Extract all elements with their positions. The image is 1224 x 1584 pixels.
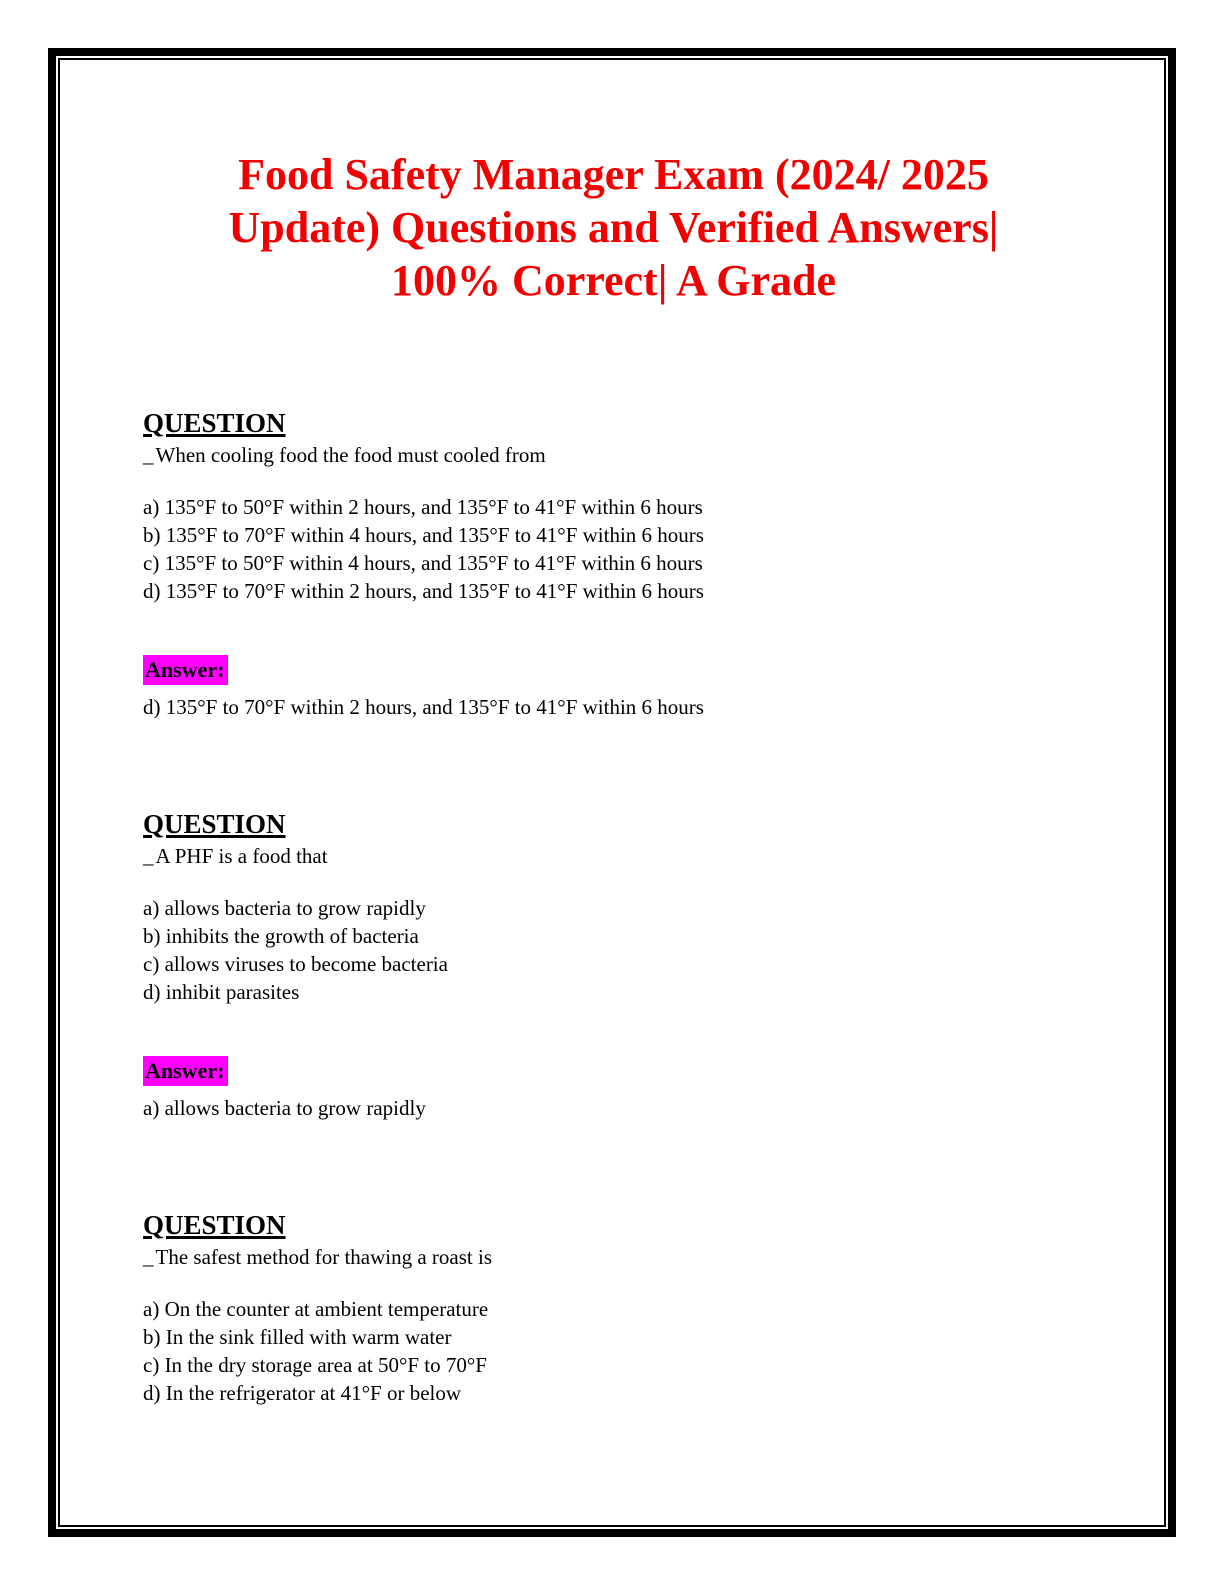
option-a: a) allows bacteria to grow rapidly <box>143 896 426 920</box>
answer-label-row <box>143 1056 1084 1089</box>
document-title <box>143 148 1084 307</box>
option-b: b) 135°F to 70°F within 4 hours, and 135°F to 41°F within 6 hours <box>143 523 704 547</box>
question-block-2 <box>143 806 1084 1122</box>
question-heading: QUESTION <box>143 1210 286 1240</box>
question-text: A PHF is a food that <box>155 844 328 868</box>
option-c: c) allows viruses to become bacteria <box>143 952 448 976</box>
question-block-1 <box>143 405 1084 721</box>
question-text-row <box>143 842 1084 870</box>
lead-underscore-mark: _ <box>143 844 154 868</box>
title-line-1: Food Safety Manager Exam (2024/ 2025 <box>238 150 989 199</box>
title-line-2: Update) Questions and Verified Answers| <box>228 203 999 252</box>
options-list <box>143 1295 1084 1407</box>
option-c: c) In the dry storage area at 50°F to 70°F <box>143 1353 487 1377</box>
question-heading: QUESTION <box>143 408 286 438</box>
question-text: The safest method for thawing a roast is <box>155 1245 492 1269</box>
lead-underscore-mark: _ <box>143 1245 154 1269</box>
page-border-outer <box>48 48 1176 1537</box>
question-text: When cooling food the food must cooled from <box>155 443 546 467</box>
option-a: a) 135°F to 50°F within 2 hours, and 135°F to 41°F within 6 hours <box>143 495 703 519</box>
page-content <box>60 60 1164 1525</box>
option-d: d) inhibit parasites <box>143 980 300 1004</box>
question-text-row <box>143 441 1084 469</box>
answer-label: Answer: <box>143 655 228 685</box>
question-text-row <box>143 1243 1084 1271</box>
question-block-3 <box>143 1207 1084 1407</box>
title-line-3: 100% Correct| A Grade <box>390 256 837 305</box>
options-list <box>143 493 1084 605</box>
option-b: b) inhibits the growth of bacteria <box>143 924 419 948</box>
lead-underscore-mark: _ <box>143 443 154 467</box>
answer-text: d) 135°F to 70°F within 2 hours, and 135°F to 41°F within 6 hours <box>143 695 704 719</box>
answer-text: a) allows bacteria to grow rapidly <box>143 1096 426 1120</box>
option-c: c) 135°F to 50°F within 4 hours, and 135°F to 41°F within 6 hours <box>143 551 703 575</box>
option-b: b) In the sink filled with warm water <box>143 1325 452 1349</box>
option-a: a) On the counter at ambient temperature <box>143 1297 489 1321</box>
page-border-inner <box>58 58 1166 1527</box>
option-d: d) In the refrigerator at 41°F or below <box>143 1381 462 1405</box>
question-heading: QUESTION <box>143 809 286 839</box>
answer-label-row <box>143 655 1084 688</box>
options-list <box>143 894 1084 1006</box>
answer-label: Answer: <box>143 1056 228 1086</box>
option-d: d) 135°F to 70°F within 2 hours, and 135°F to 41°F within 6 hours <box>143 579 704 603</box>
